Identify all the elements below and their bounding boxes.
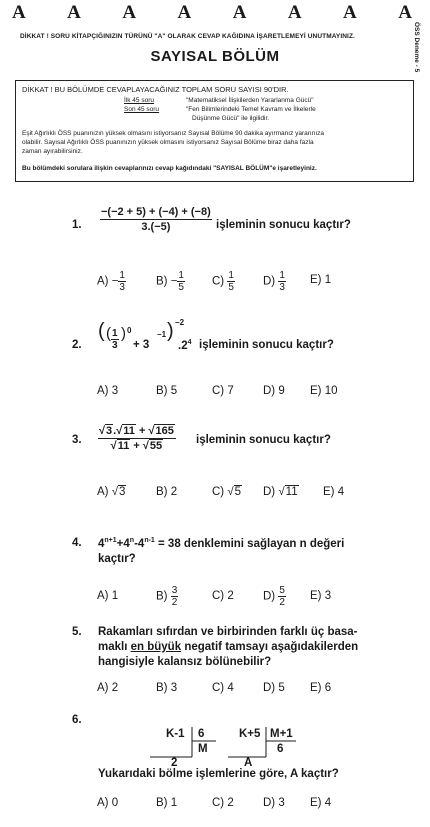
q5-option-b[interactable]: B) 3 xyxy=(156,682,178,694)
q2-exp-zero: 0 xyxy=(127,326,132,335)
q2-plus-three: + 3 xyxy=(133,339,150,351)
q1-option-a[interactable]: A) − $\frac{1}{3}$ xyxy=(97,270,125,293)
q6-option-b[interactable]: B) 1 xyxy=(156,797,178,809)
q4-option-b[interactable]: B) $\frac{3}{2}$ xyxy=(156,585,178,608)
q3-expression: $\frac{√3.√11 + √165}{√11 + √55}$ xyxy=(99,425,174,452)
q2-outer-paren: ( xyxy=(98,320,105,342)
q2-text: işleminin sonucu kaçtır? xyxy=(199,339,334,351)
notice-last-text-1: "Fen Bilimlerindeki Temel Kavram ve İlkelerle xyxy=(186,106,316,113)
notice-first-label: İlk 45 soru xyxy=(124,97,154,104)
q1-text: işleminin sonucu kaçtır? xyxy=(216,219,351,231)
q2-tail: $.2^4$ xyxy=(178,339,192,352)
q2-inner-paren: ( xyxy=(106,325,111,342)
q6-option-c[interactable]: C) 2 xyxy=(212,797,234,809)
q1-option-d[interactable]: D) $\frac{1}{3}$ xyxy=(263,270,285,293)
q4-equation: $4^{n+1}+4^n-4^{n-1} = 38$ denklemini sağlayan n değeri xyxy=(98,537,345,550)
booklet-letter: A xyxy=(177,2,192,23)
q6-number: 6. xyxy=(72,714,82,726)
q3-option-c[interactable]: C) √5 xyxy=(212,486,242,498)
q2-option-d[interactable]: D) 9 xyxy=(263,385,285,397)
q5-line-3: hangisiyle kalansız bölünebilir? xyxy=(98,656,272,668)
notice-paragraph-2: olabilir. Sayısal Ağırlıklı ÖSS puanınızın yüksek olmasını istiyorsanız Sayısal Bölüme biraz daha fazla xyxy=(22,139,314,146)
booklet-letter: A xyxy=(67,2,81,23)
booklet-letter: A xyxy=(12,2,26,23)
notice-first-text: "Matematiksel İlişkilerden Yararlanma Gücü" xyxy=(186,97,314,104)
q2-outer-paren-close: ) xyxy=(167,320,174,342)
booklet-letter: A xyxy=(398,2,412,23)
q4-option-a[interactable]: A) 1 xyxy=(97,590,119,602)
q2-option-a[interactable]: A) 3 xyxy=(97,385,119,397)
q1-numerator: −(−2 + 5) + (−4) + (−8) xyxy=(101,206,211,218)
q6-div1-dividend: K-1 xyxy=(166,728,185,740)
q6-div1-divisor: 6 xyxy=(198,728,205,740)
q3-option-a[interactable]: A) √3 xyxy=(97,486,126,498)
q2-option-b[interactable]: B) 5 xyxy=(156,385,178,397)
q1-option-c[interactable]: C) $\frac{1}{5}$ xyxy=(212,270,234,293)
side-label: ÖSS Deneme - 5 xyxy=(413,22,420,73)
q3-option-b[interactable]: B) 2 xyxy=(156,486,178,498)
q2-inner-fraction: $\frac{1}{3}$ xyxy=(112,328,118,351)
q6-option-e[interactable]: E) 4 xyxy=(310,797,332,809)
q2-outer-exp: −2 xyxy=(175,318,185,327)
booklet-letter: A xyxy=(232,2,247,23)
q6-div2-remainder: A xyxy=(244,757,253,769)
notice-last-text-2: Düşünme Gücü" ile ilgilidir. xyxy=(192,115,270,122)
q1-option-b[interactable]: B) − $\frac{1}{5}$ xyxy=(156,270,184,293)
q1-denominator: 3.(−5) xyxy=(141,221,171,233)
q2-inner-paren-close: ) xyxy=(121,325,126,342)
q5-option-e[interactable]: E) 6 xyxy=(310,682,332,694)
q5-number: 5. xyxy=(72,626,82,638)
notice-paragraph-3: zaman ayırabilirsiniz. xyxy=(22,148,83,155)
q5-line-1: Rakamları sıfırdan ve birbirinden farklı üç basa- xyxy=(98,626,358,638)
q2-exp-minus-one: −1 xyxy=(157,330,167,339)
notice-mark-note: Bu bölümdeki sorulara ilişkin cevaplarınızı cevap kağıdındaki "SAYISAL BÖLÜM"e işaretleyiniz. xyxy=(22,165,317,172)
q2-number: 2. xyxy=(72,339,82,351)
notice-line-total: DİKKAT ! BU BÖLÜMDE CEVAPLAYACAĞINIZ TOPLAM SORU SAYISI 90'DIR. xyxy=(22,85,289,94)
q6-option-d[interactable]: D) 3 xyxy=(263,797,285,809)
q4-option-c[interactable]: C) 2 xyxy=(212,590,234,602)
q4-option-e[interactable]: E) 3 xyxy=(310,590,332,602)
notice-last-label: Son 45 soru xyxy=(124,106,160,113)
q4-option-d[interactable]: D) $\frac{5}{2}$ xyxy=(263,585,285,608)
notice-box xyxy=(15,80,414,182)
q6-question: Yukarıdaki bölme işlemlerine göre, A kaçtır? xyxy=(98,768,339,780)
q3-text: işleminin sonucu kaçtır? xyxy=(196,434,331,446)
q2-option-e[interactable]: E) 10 xyxy=(310,385,338,397)
q1-expression xyxy=(100,205,212,234)
section-title: SAYISAL BÖLÜM xyxy=(150,48,280,65)
q6-div2-divisor: M+1 xyxy=(270,728,293,740)
q1-number: 1. xyxy=(72,219,82,231)
q3-option-d[interactable]: D) √11 xyxy=(263,486,298,498)
booklet-warning: DİKKAT ! SORU KİTAPÇIĞINIZIN TÜRÜNÜ "A" OLARAK CEVAP KAĞIDINA İŞARETLEMEYİ UNUTMAYINIZ. xyxy=(20,33,355,40)
q5-option-d[interactable]: D) 5 xyxy=(263,682,285,694)
q5-option-c[interactable]: C) 4 xyxy=(212,682,234,694)
booklet-type-letters xyxy=(12,2,412,24)
q2-option-c[interactable]: C) 7 xyxy=(212,385,234,397)
q6-option-a[interactable]: A) 0 xyxy=(97,797,119,809)
notice-paragraph-1: Eşit Ağırlıklı ÖSS puanınızın yüksek olmasını istiyorsanız Sayısal Bölüme 90 dakika ayırmanız yararınıza xyxy=(22,130,325,137)
q4-number: 4. xyxy=(72,537,82,549)
booklet-letter: A xyxy=(287,2,302,23)
q3-option-e[interactable]: E) 4 xyxy=(323,486,345,498)
q6-div1-quotient: M xyxy=(198,743,208,755)
q6-div2-dividend: K+5 xyxy=(239,728,261,740)
q1-option-e[interactable]: E) 1 xyxy=(310,274,332,286)
booklet-letter: A xyxy=(343,2,357,23)
q5-option-a[interactable]: A) 2 xyxy=(97,682,119,694)
q6-div1-remainder: 2 xyxy=(171,757,178,769)
q6-div2-quotient: 6 xyxy=(277,743,284,755)
booklet-letter: A xyxy=(122,2,137,23)
q5-line-2: maklı en büyük negatif tamsayı aşağıdakilerden xyxy=(98,641,359,653)
q3-number: 3. xyxy=(72,434,82,446)
q4-text-2: kaçtır? xyxy=(98,553,136,565)
